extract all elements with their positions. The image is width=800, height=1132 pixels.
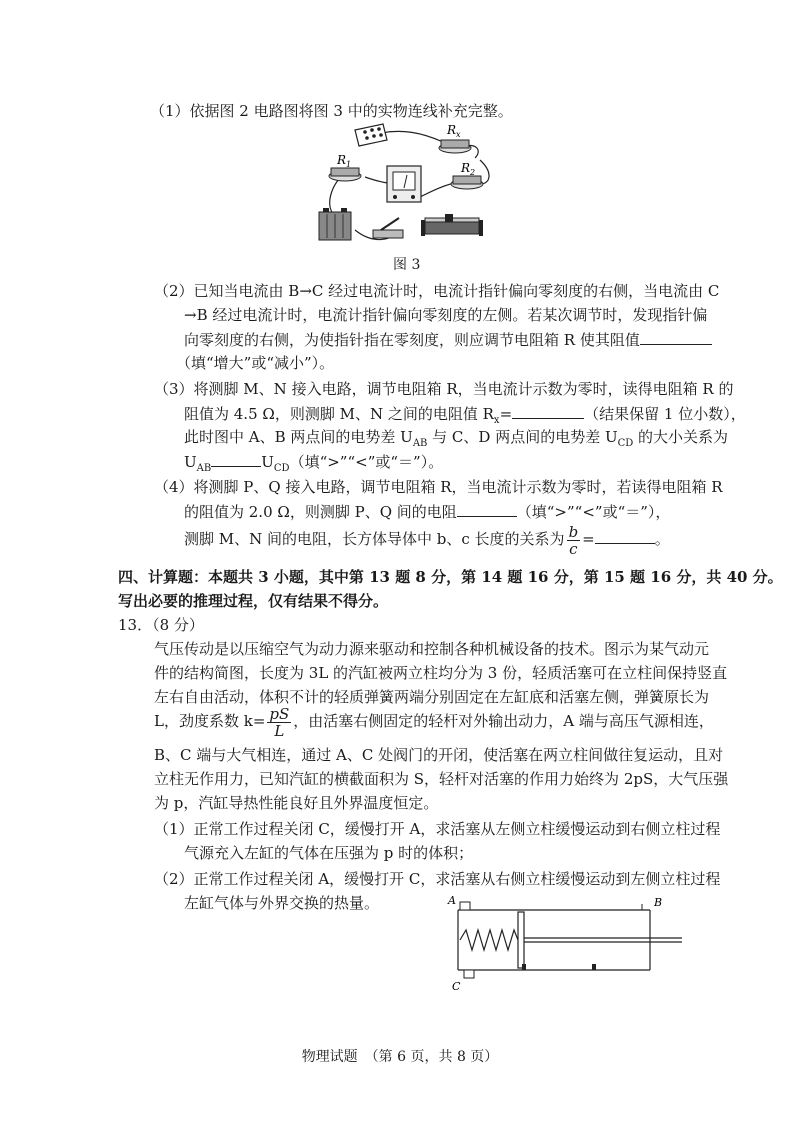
page-footer: 物理试题 （第 6 页，共 8 页） (301, 1049, 499, 1065)
answer-blank-4b[interactable] (595, 527, 655, 544)
figure-3-circuit (315, 122, 495, 250)
q12-part1-text: （1）依据图 2 电路图将图 3 中的实物连线补充完整。 (150, 102, 513, 120)
figure-q13-cylinder (446, 896, 686, 992)
q13-sub2-line2: 左缸气体与外界交换的热量。 (184, 894, 380, 912)
label-rx: $R_x$ (447, 123, 461, 139)
figure-3-caption: 图 3 (393, 257, 421, 273)
q13-line1: 气压传动是以压缩空气为动力源来驱动和控制各种机械设备的技术。图示为某气动元 (154, 640, 710, 658)
fraction-b-over-c: $\frac{b}{c}$ (568, 522, 579, 558)
fraction-k: $\frac{pS}{L}$ (269, 704, 290, 740)
q13-header: 13．（8 分） (118, 616, 204, 634)
q12-part3-line3: 此时图中 A、B 两点间的电势差 $U_{AB}$ 与 C、D 两点间的电势差 $U_{CD}$ 的大小关系为 (184, 428, 729, 449)
q12-part4-line2: 的阻值为 2.0 Ω，则测脚 P、Q 间的电阻 （填“>”“<”或“＝”）， (184, 500, 670, 523)
galvanometer (387, 166, 421, 202)
q13-line4: L，劲度系数 k= $\frac{pS}{L}$ ，由活塞右侧固定的轻杆对外输出动力，A 端与高压气源相连， (154, 704, 714, 740)
q12-part4-line1: （4）将测脚 P、Q 接入电路，调节电阻箱 R，当电流计示数为零时，若读得电阻箱 R (154, 478, 723, 496)
q13-sub2-line1: （2）正常工作过程关闭 A，缓慢打开 C，求活塞从右侧立柱缓慢运动到左侧立柱过程 (154, 870, 721, 888)
battery (319, 208, 351, 240)
piston (518, 912, 524, 968)
resistor-r1 (329, 168, 361, 181)
spring (460, 930, 518, 950)
resistor-rx (439, 140, 471, 153)
resistance-box (355, 124, 387, 146)
label-c: C (452, 980, 461, 992)
valve-a (460, 902, 470, 910)
slide-rheostat (421, 214, 483, 236)
q13-line7: 为 p，汽缸导热性能良好且外界温度恒定。 (154, 794, 439, 812)
answer-blank-3b[interactable] (211, 450, 261, 467)
q12-part2-line2: →B 经过电流计时，电流计指针偏向零刻度的左侧。若某次调节时，发现指针偏 (184, 306, 708, 324)
q13-line6: 立柱无作用力，已知汽缸的横截面积为 S，轻杆对活塞的作用力始终为 2pS，大气压强 (154, 770, 729, 788)
label-r2: $R_2$ (461, 161, 476, 177)
q13-line5: B、C 端与大气相连，通过 A、C 处阀门的开闭，使活塞在两立柱间做往复运动，且对 (154, 746, 724, 764)
q13-line3: 左右自由活动，体积不计的轻质弹簧两端分别固定在左缸底和活塞左侧，弹簧原长为 (154, 688, 710, 706)
q12-part2-line1: （2）已知当电流由 B→C 经过电流计时，电流计指针偏向零刻度的右侧，当电流由 C (154, 282, 720, 300)
q13-sub1-line1: （1）正常工作过程关闭 C，缓慢打开 A，求活塞从左侧立柱缓慢运动到右侧立柱过程 (154, 820, 721, 838)
valve-c (464, 970, 474, 978)
section4-heading-line2: 写出必要的推理过程，仅有结果不得分。 (118, 592, 389, 610)
label-r1: $R_1$ (337, 153, 352, 169)
label-b: B (654, 896, 663, 909)
answer-blank-2[interactable] (640, 328, 712, 345)
label-a: A (448, 896, 456, 907)
q12-part3-line1: （3）将测脚 M、N 接入电路，调节电阻箱 R，当电流计示数为零时，读得电阻箱 R 的 (154, 380, 734, 398)
q12-part3-line2: 阻值为 4.5 Ω，则测脚 M、N 之间的电阻值 $R_x=$ （结果保留 1 位小数）， (184, 402, 746, 432)
pillar-right (592, 964, 596, 970)
switch (373, 218, 403, 238)
q12-part3-line4: $U_{AB}$ $U_{CD}$（填“>”“<”或“＝”）。 (184, 450, 443, 480)
resistor-r2 (451, 176, 483, 189)
section4-heading-line1: 四、计算题：本题共 3 小题，其中第 13 题 8 分，第 14 题 16 分，第 15 题 16 分，共 40 分。 (118, 568, 783, 586)
q12-part4-line3: 测脚 M、N 间的电阻，长方体导体中 b、c 长度的关系为 $\frac{b}{c}$ = 。 (184, 522, 670, 558)
q12-part2-line4: （填“增大”或“减小”）。 (176, 354, 335, 372)
q13-line2: 件的结构简图，长度为 3L 的汽缸被两立柱均分为 3 份，轻质活塞可在立柱间保持竖直 (154, 664, 728, 682)
q13-sub1-line2: 气源充入左缸的气体在压强为 p 时的体积； (184, 844, 474, 862)
answer-blank-3a[interactable] (512, 402, 584, 419)
pillar-left (522, 964, 526, 970)
q12-part2-line3: 向零刻度的右侧，为使指针指在零刻度，则应调节电阻箱 R 使其阻值 (184, 328, 712, 351)
answer-blank-4a[interactable] (457, 500, 517, 517)
